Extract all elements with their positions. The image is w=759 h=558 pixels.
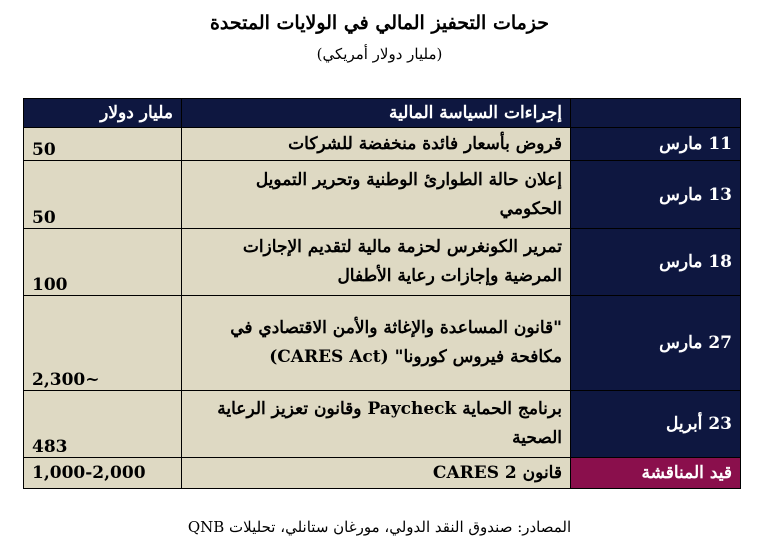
table-header-row xyxy=(24,99,741,128)
header-measure: إجراءات السياسة المالية xyxy=(182,99,571,128)
table-row xyxy=(24,229,741,296)
row-measure: قانون CARES 2 xyxy=(182,458,571,489)
row-measure: تمرير الكونغرس لحزمة مالية لتقديم الإجازات المرضية وإجازات رعاية الأطفال xyxy=(182,229,571,296)
row-date: قيد المناقشة xyxy=(571,458,741,489)
row-amount: 50 xyxy=(24,128,182,161)
row-date: 13 مارس xyxy=(571,161,741,229)
row-date: 27 مارس xyxy=(571,296,741,391)
header-date xyxy=(571,99,741,128)
row-measure: برنامج الحماية Paycheck وقانون تعزيز الرعاية الصحية xyxy=(182,391,571,458)
source-note: المصادر: صندوق النقد الدولي، مورغان ستانلي، تحليلات QNB xyxy=(187,518,572,536)
row-amount: 483 xyxy=(24,391,182,458)
row-date: 11 مارس xyxy=(571,128,741,161)
row-measure: إعلان حالة الطوارئ الوطنية وتحرير التمويل الحكومي xyxy=(182,161,571,229)
row-amount: 50 xyxy=(24,161,182,229)
row-date: 23 أبريل xyxy=(571,391,741,458)
row-date: 18 مارس xyxy=(571,229,741,296)
table-row xyxy=(24,296,741,391)
table-row xyxy=(24,161,741,229)
table-row xyxy=(24,458,741,489)
table-row xyxy=(24,391,741,458)
row-amount: ~2,300 xyxy=(24,296,182,391)
row-amount: 100 xyxy=(24,229,182,296)
header-amount: مليار دولار xyxy=(24,99,182,128)
table-row xyxy=(24,128,741,161)
row-amount: 1,000-2,000 xyxy=(24,458,182,489)
row-measure: "قانون المساعدة والإغاثة والأمن الاقتصادي في مكافحة فيروس كورونا" (CARES Act) xyxy=(182,296,571,391)
row-measure: قروض بأسعار فائدة منخفضة للشركات xyxy=(182,128,571,161)
stimulus-table xyxy=(23,98,741,489)
page-subtitle: (مليار دولار أمريكي) xyxy=(316,45,443,63)
page-title: حزمات التحفيز المالي في الولايات المتحدة xyxy=(209,12,550,34)
